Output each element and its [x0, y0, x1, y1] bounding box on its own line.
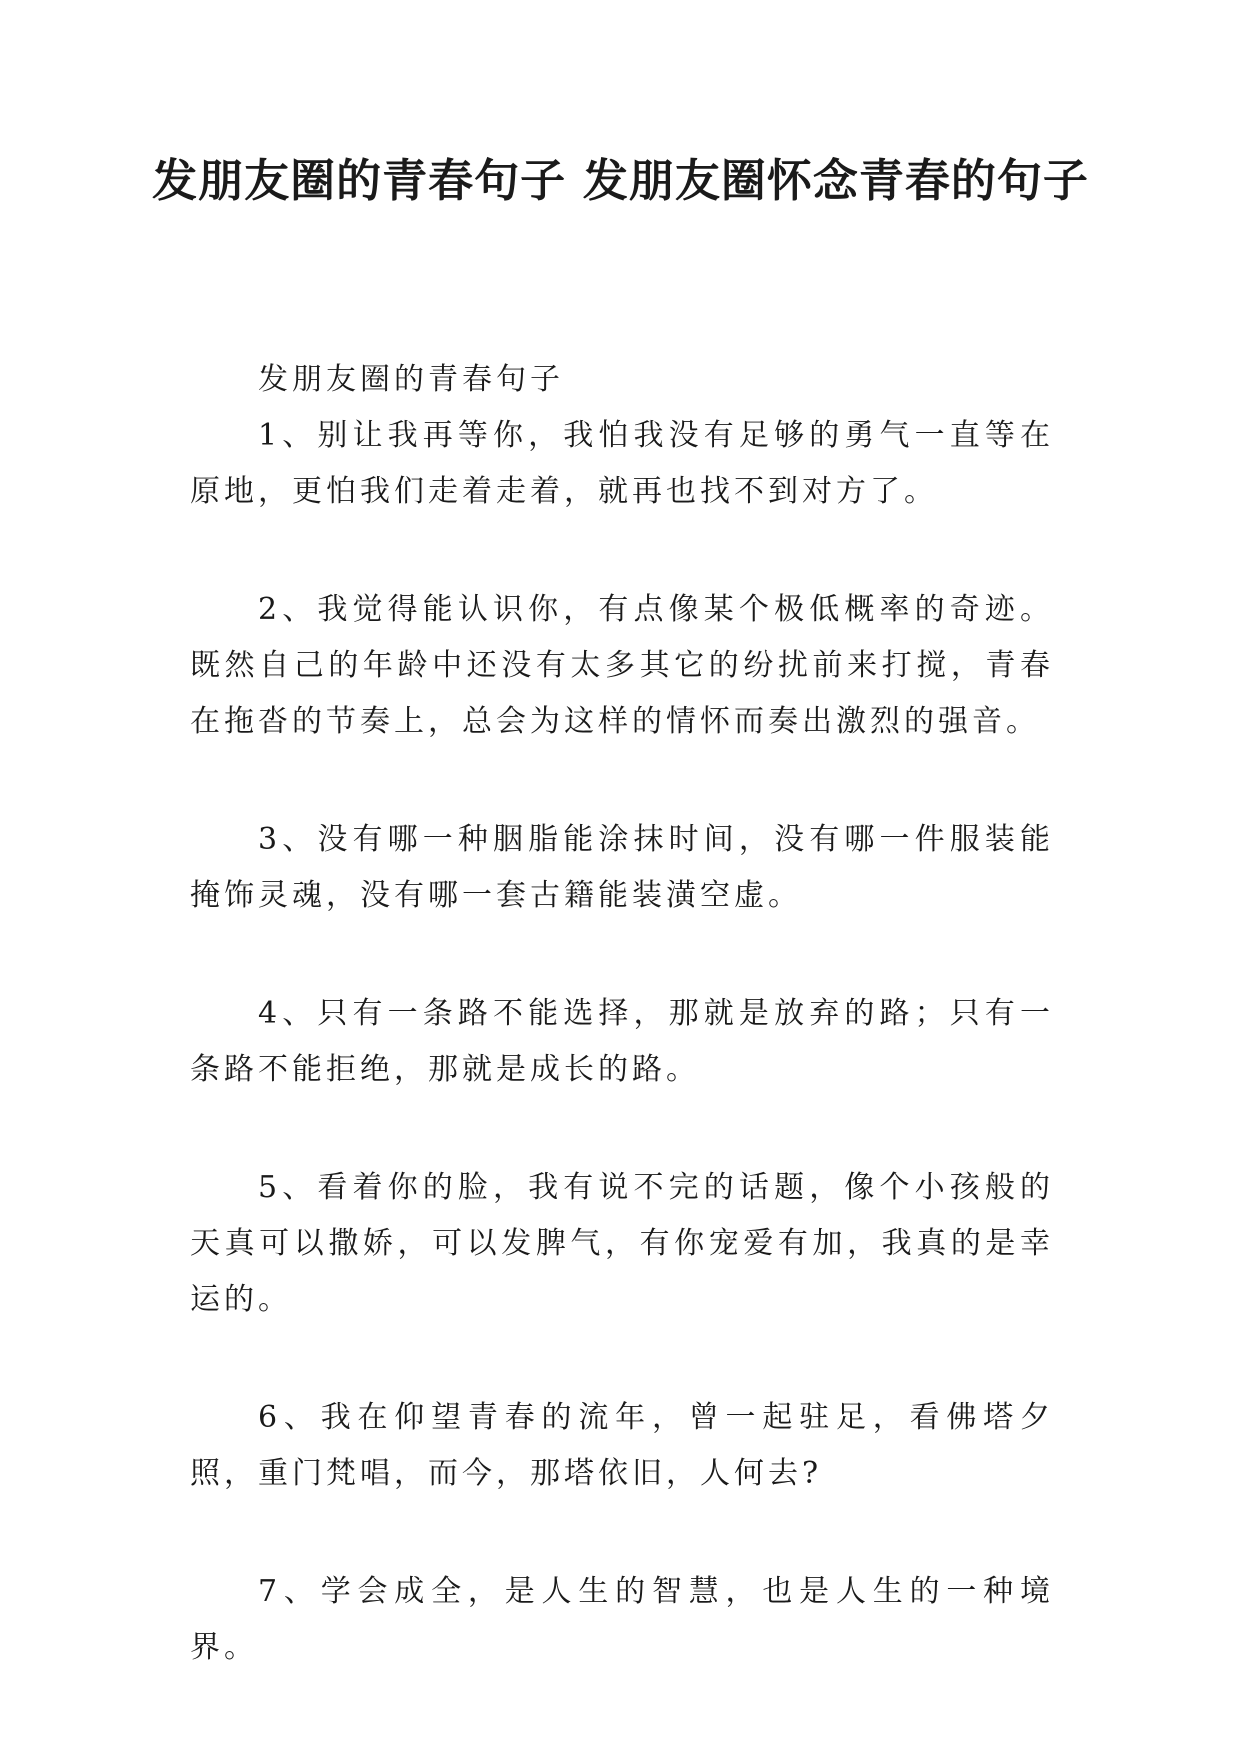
paragraph-3: 3、没有哪一种胭脂能涂抹时间，没有哪一件服装能掩饰灵魂，没有哪一套古籍能装潢空虚。 [190, 822, 1054, 913]
paragraph-2: 2、我觉得能认识你，有点像某个极低概率的奇迹。既然自己的年龄中还没有太多其它的纷扰前来打搅，青春在拖沓的节奏上，总会为这样的情怀而奏出激烈的强音。 [190, 592, 1054, 739]
section-subheading: 发朋友圈的青春句子 [258, 362, 564, 397]
paragraph-7: 7、学会成全，是人生的智慧，也是人生的一种境界。 [190, 1574, 1054, 1665]
paragraph-1: 1、别让我再等你，我怕我没有足够的勇气一直等在原地，更怕我们走着走着，就再也找不到对方了。 [190, 418, 1054, 509]
document-title: 发朋友圈的青春句子 发朋友圈怀念青春的句子 [152, 154, 1089, 207]
paragraph-5: 5、看着你的脸，我有说不完的话题，像个小孩般的天真可以撒娇，可以发脾气，有你宠爱有加，我真的是幸运的。 [190, 1170, 1054, 1317]
document-body [190, 352, 1054, 1738]
paragraph-6: 6、我在仰望青春的流年，曾一起驻足，看佛塔夕照，重门梵唱，而今，那塔依旧，人何去? [190, 1400, 1054, 1491]
paragraph-4: 4、只有一条路不能选择，那就是放弃的路；只有一条路不能拒绝，那就是成长的路。 [190, 996, 1054, 1087]
